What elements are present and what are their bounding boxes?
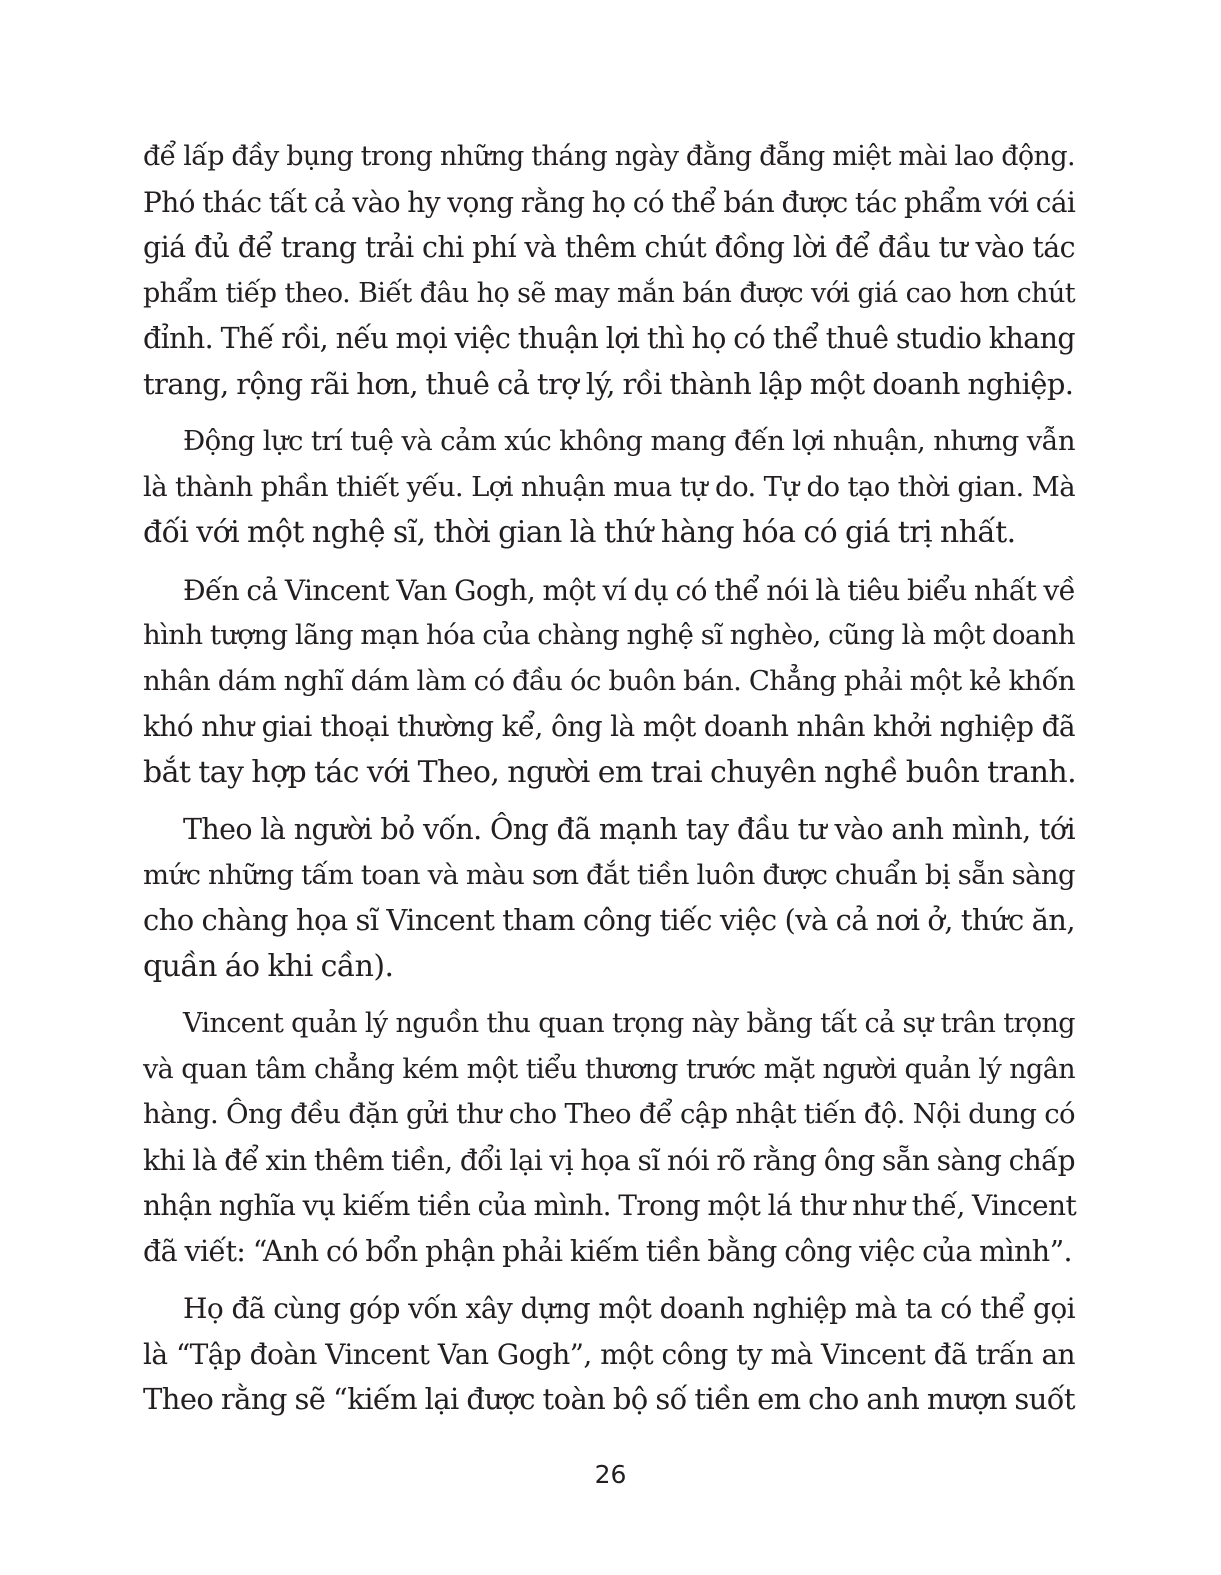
text-line: cho chàng họa sĩ Vincent tham công tiếc việc (và cả nơi ở, thức ăn, bbox=[143, 903, 1075, 937]
text-line: trang, rộng rãi hơn, thuê cả trợ lý, rồi thành lập một doanh nghiệp. bbox=[143, 366, 1074, 401]
page-number: 26 bbox=[594, 1460, 627, 1489]
paragraph bbox=[143, 568, 1075, 796]
body-text bbox=[143, 134, 1075, 1435]
text-line: giá đủ để trang trải chi phí và thêm chút đồng lời để đầu tư vào tác bbox=[143, 231, 1075, 264]
text-line: hình tượng lãng mạn hóa của chàng nghệ sĩ nghèo, cũng là một doanh bbox=[143, 619, 1075, 651]
text-line: phẩm tiếp theo. Biết đâu họ sẽ may mắn bán được với giá cao hơn chút bbox=[143, 277, 1075, 309]
text-line: là “Tập đoàn Vincent Van Gogh”, một công ty mà Vincent đã trấn an bbox=[143, 1337, 1075, 1371]
text-line: và quan tâm chẳng kém một tiểu thương trước mặt người quản lý ngân bbox=[143, 1053, 1075, 1085]
text-line: khó như giai thoại thường kể, ông là một doanh nhân khởi nghiệp đã bbox=[143, 710, 1075, 743]
text-line: Phó thác tất cả vào hy vọng rằng họ có thể bán được tác phẩm với cái bbox=[143, 185, 1076, 219]
text-line: hàng. Ông đều đặn gửi thư cho Theo để cập nhật tiến độ. Nội dung có bbox=[143, 1098, 1075, 1130]
text-line: là thành phần thiết yếu. Lợi nhuận mua tự do. Tự do tạo thời gian. Mà bbox=[143, 470, 1075, 503]
text-line: nhân dám nghĩ dám làm có đầu óc buôn bán. Chẳng phải một kẻ khốn bbox=[143, 664, 1075, 697]
text-line: bắt tay hợp tác với Theo, người em trai chuyên nghề buôn tranh. bbox=[143, 754, 1077, 790]
text-line: Họ đã cùng góp vốn xây dựng một doanh nghiệp mà ta có thể gọi bbox=[183, 1292, 1075, 1325]
text-line: Đến cả Vincent Van Gogh, một ví dụ có thể nói là tiêu biểu nhất về bbox=[183, 573, 1076, 607]
paragraph bbox=[143, 1001, 1075, 1274]
text-line: mức những tấm toan và màu sơn đắt tiền luôn được chuẩn bị sẵn sàng bbox=[143, 858, 1075, 891]
text-line: Động lực trí tuệ và cảm xúc không mang đến lợi nhuận, nhưng vẫn bbox=[183, 425, 1075, 457]
paragraph bbox=[143, 419, 1075, 556]
text-line: đối với một nghệ sĩ, thời gian là thứ hàng hóa có giá trị nhất. bbox=[143, 515, 1016, 550]
paragraph bbox=[143, 1286, 1075, 1423]
text-line: quần áo khi cần). bbox=[143, 948, 394, 984]
text-line: Theo rằng sẽ “kiếm lại được toàn bộ số tiền em cho anh mượn suốt bbox=[143, 1382, 1075, 1416]
text-line: để lấp đầy bụng trong những tháng ngày đằng đẵng miệt mài lao động. bbox=[143, 141, 1075, 172]
text-line: khi là để xin thêm tiền, đổi lại vị họa sĩ nói rõ rằng ông sẵn sàng chấp bbox=[143, 1143, 1075, 1177]
text-line: Vincent quản lý nguồn thu quan trọng này bằng tất cả sự trân trọng bbox=[183, 1008, 1075, 1039]
paragraph bbox=[143, 807, 1075, 989]
paragraph bbox=[143, 134, 1075, 407]
text-line: nhận nghĩa vụ kiếm tiền của mình. Trong một lá thư như thế, Vincent bbox=[143, 1189, 1077, 1222]
text-line: đỉnh. Thế rồi, nếu mọi việc thuận lợi thì họ có thể thuê studio khang bbox=[143, 322, 1075, 355]
text-line: Theo là người bỏ vốn. Ông đã mạnh tay đầu tư vào anh mình, tới bbox=[183, 813, 1075, 846]
text-line: đã viết: “Anh có bổn phận phải kiếm tiền bằng công việc của mình”. bbox=[143, 1234, 1072, 1268]
